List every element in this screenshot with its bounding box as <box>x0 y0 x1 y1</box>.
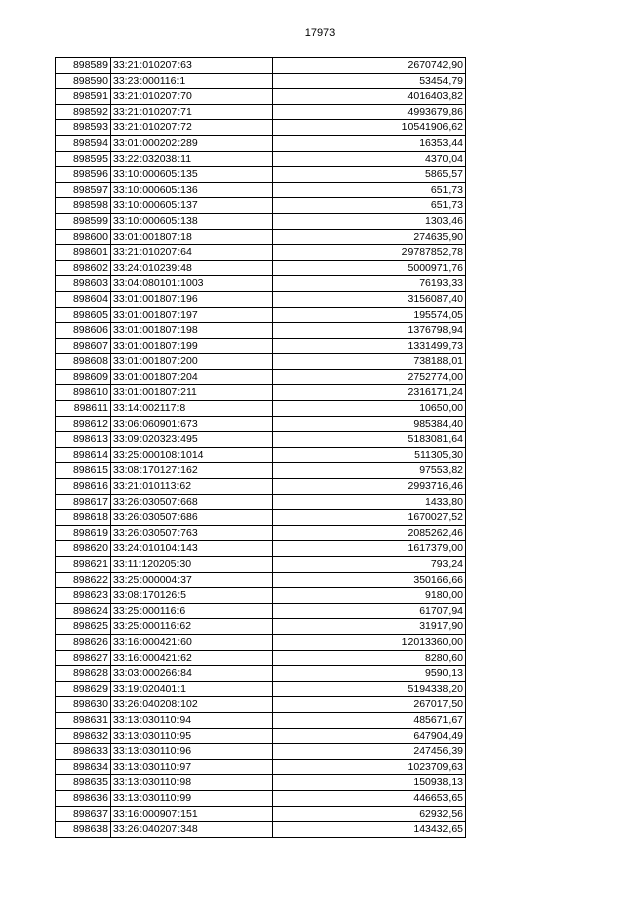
row-id-cell: 898604 <box>56 291 111 307</box>
row-id-cell: 898608 <box>56 354 111 370</box>
row-id-cell: 898612 <box>56 416 111 432</box>
value-cell: 1331499,73 <box>273 338 466 354</box>
table-row <box>56 479 466 495</box>
row-id-cell: 898622 <box>56 572 111 588</box>
table-row <box>56 634 466 650</box>
value-cell: 4370,04 <box>273 151 466 167</box>
row-id-cell: 898614 <box>56 447 111 463</box>
row-id-cell: 898630 <box>56 697 111 713</box>
cadastral-number-cell: 33:13:030110:94 <box>111 712 273 728</box>
cadastral-number-cell: 33:06:060901:673 <box>111 416 273 432</box>
table-row <box>56 401 466 417</box>
cadastral-number-cell: 33:13:030110:98 <box>111 775 273 791</box>
row-id-cell: 898629 <box>56 681 111 697</box>
value-cell: 143432,65 <box>273 822 466 838</box>
cadastral-number-cell: 33:01:001807:197 <box>111 307 273 323</box>
value-cell: 446653,65 <box>273 790 466 806</box>
table-row <box>56 416 466 432</box>
value-cell: 195574,05 <box>273 307 466 323</box>
row-id-cell: 898634 <box>56 759 111 775</box>
table-row <box>56 557 466 573</box>
value-cell: 9590,13 <box>273 666 466 682</box>
table-row <box>56 151 466 167</box>
cadastral-number-cell: 33:25:000116:6 <box>111 603 273 619</box>
value-cell: 10541906,62 <box>273 120 466 136</box>
value-cell: 5194338,20 <box>273 681 466 697</box>
value-cell: 16353,44 <box>273 135 466 151</box>
cadastral-number-cell: 33:21:010207:63 <box>111 58 273 74</box>
row-id-cell: 898619 <box>56 525 111 541</box>
cadastral-number-cell: 33:26:040208:102 <box>111 697 273 713</box>
value-cell: 738188,01 <box>273 354 466 370</box>
row-id-cell: 898589 <box>56 58 111 74</box>
value-cell: 3156087,40 <box>273 291 466 307</box>
value-cell: 651,73 <box>273 182 466 198</box>
table-row <box>56 323 466 339</box>
cadastral-number-cell: 33:25:000116:62 <box>111 619 273 635</box>
row-id-cell: 898631 <box>56 712 111 728</box>
value-cell: 31917,90 <box>273 619 466 635</box>
row-id-cell: 898618 <box>56 510 111 526</box>
row-id-cell: 898625 <box>56 619 111 635</box>
row-id-cell: 898592 <box>56 104 111 120</box>
row-id-cell: 898602 <box>56 260 111 276</box>
row-id-cell: 898632 <box>56 728 111 744</box>
table-row <box>56 603 466 619</box>
cadastral-number-cell: 33:01:001807:18 <box>111 229 273 245</box>
row-id-cell: 898607 <box>56 338 111 354</box>
row-id-cell: 898611 <box>56 401 111 417</box>
row-id-cell: 898594 <box>56 135 111 151</box>
cadastral-number-cell: 33:01:001807:204 <box>111 369 273 385</box>
table-row <box>56 775 466 791</box>
table-row <box>56 385 466 401</box>
row-id-cell: 898609 <box>56 369 111 385</box>
value-cell: 61707,94 <box>273 603 466 619</box>
table-row <box>56 229 466 245</box>
table-row <box>56 541 466 557</box>
row-id-cell: 898593 <box>56 120 111 136</box>
table-row <box>56 291 466 307</box>
value-cell: 9180,00 <box>273 588 466 604</box>
cadastral-number-cell: 33:21:010207:70 <box>111 89 273 105</box>
value-cell: 62932,56 <box>273 806 466 822</box>
table-row <box>56 790 466 806</box>
cadastral-number-cell: 33:24:010239:48 <box>111 260 273 276</box>
cadastral-number-cell: 33:03:000266:84 <box>111 666 273 682</box>
cadastral-number-cell: 33:01:001807:198 <box>111 323 273 339</box>
cadastral-number-cell: 33:01:000202:289 <box>111 135 273 151</box>
row-id-cell: 898615 <box>56 463 111 479</box>
value-cell: 2752774,00 <box>273 369 466 385</box>
cadastral-number-cell: 33:26:030507:763 <box>111 525 273 541</box>
table-row <box>56 338 466 354</box>
table-row <box>56 307 466 323</box>
cadastral-number-cell: 33:16:000907:151 <box>111 806 273 822</box>
value-cell: 647904,49 <box>273 728 466 744</box>
cadastral-number-cell: 33:13:030110:96 <box>111 744 273 760</box>
row-id-cell: 898626 <box>56 634 111 650</box>
cadastral-number-cell: 33:26:030507:668 <box>111 494 273 510</box>
cadastral-number-cell: 33:09:020323:495 <box>111 432 273 448</box>
row-id-cell: 898623 <box>56 588 111 604</box>
cadastral-number-cell: 33:21:010113:62 <box>111 479 273 495</box>
value-cell: 651,73 <box>273 198 466 214</box>
table-row <box>56 744 466 760</box>
row-id-cell: 898605 <box>56 307 111 323</box>
value-cell: 29787852,78 <box>273 245 466 261</box>
row-id-cell: 898597 <box>56 182 111 198</box>
row-id-cell: 898620 <box>56 541 111 557</box>
table-row <box>56 182 466 198</box>
value-cell: 350166,66 <box>273 572 466 588</box>
cadastral-number-cell: 33:01:001807:196 <box>111 291 273 307</box>
value-cell: 12013360,00 <box>273 634 466 650</box>
table-row <box>56 822 466 838</box>
row-id-cell: 898610 <box>56 385 111 401</box>
value-cell: 1023709,63 <box>273 759 466 775</box>
table-row <box>56 213 466 229</box>
value-cell: 5865,57 <box>273 167 466 183</box>
cadastral-number-cell: 33:26:040207:348 <box>111 822 273 838</box>
cadastral-number-cell: 33:11:120205:30 <box>111 557 273 573</box>
cadastral-number-cell: 33:21:010207:72 <box>111 120 273 136</box>
cadastral-number-cell: 33:01:001807:200 <box>111 354 273 370</box>
table-row <box>56 354 466 370</box>
cadastral-number-cell: 33:13:030110:97 <box>111 759 273 775</box>
value-cell: 1303,46 <box>273 213 466 229</box>
value-cell: 1433,80 <box>273 494 466 510</box>
value-cell: 274635,90 <box>273 229 466 245</box>
value-cell: 511305,30 <box>273 447 466 463</box>
table-row <box>56 432 466 448</box>
row-id-cell: 898617 <box>56 494 111 510</box>
value-cell: 485671,67 <box>273 712 466 728</box>
cadastral-number-cell: 33:21:010207:64 <box>111 245 273 261</box>
cadastral-number-cell: 33:16:000421:60 <box>111 634 273 650</box>
row-id-cell: 898590 <box>56 73 111 89</box>
value-cell: 1376798,94 <box>273 323 466 339</box>
row-id-cell: 898621 <box>56 557 111 573</box>
value-cell: 247456,39 <box>273 744 466 760</box>
table-row <box>56 369 466 385</box>
value-cell: 150938,13 <box>273 775 466 791</box>
cadastral-number-cell: 33:13:030110:95 <box>111 728 273 744</box>
row-id-cell: 898637 <box>56 806 111 822</box>
table-row <box>56 759 466 775</box>
cadastral-number-cell: 33:25:000004:37 <box>111 572 273 588</box>
row-id-cell: 898603 <box>56 276 111 292</box>
cadastral-number-cell: 33:08:170126:5 <box>111 588 273 604</box>
table-row <box>56 135 466 151</box>
cadastral-number-cell: 33:14:002117:8 <box>111 401 273 417</box>
value-cell: 76193,33 <box>273 276 466 292</box>
row-id-cell: 898638 <box>56 822 111 838</box>
value-cell: 53454,79 <box>273 73 466 89</box>
cadastral-number-cell: 33:22:032038:11 <box>111 151 273 167</box>
value-cell: 4993679,86 <box>273 104 466 120</box>
cadastral-number-cell: 33:25:000108:1014 <box>111 447 273 463</box>
table-row <box>56 712 466 728</box>
value-cell: 793,24 <box>273 557 466 573</box>
table-row <box>56 120 466 136</box>
row-id-cell: 898633 <box>56 744 111 760</box>
value-cell: 2670742,90 <box>273 58 466 74</box>
table-row <box>56 572 466 588</box>
cadastral-number-cell: 33:19:020401:1 <box>111 681 273 697</box>
data-table <box>55 57 466 838</box>
value-cell: 5000971,76 <box>273 260 466 276</box>
cadastral-number-cell: 33:23:000116:1 <box>111 73 273 89</box>
row-id-cell: 898591 <box>56 89 111 105</box>
table-row <box>56 588 466 604</box>
row-id-cell: 898613 <box>56 432 111 448</box>
row-id-cell: 898595 <box>56 151 111 167</box>
value-cell: 2993716,46 <box>273 479 466 495</box>
value-cell: 10650,00 <box>273 401 466 417</box>
cadastral-number-cell: 33:04:080101:1003 <box>111 276 273 292</box>
row-id-cell: 898616 <box>56 479 111 495</box>
table-row <box>56 245 466 261</box>
cadastral-number-cell: 33:21:010207:71 <box>111 104 273 120</box>
value-cell: 97553,82 <box>273 463 466 479</box>
row-id-cell: 898635 <box>56 775 111 791</box>
table-row <box>56 89 466 105</box>
row-id-cell: 898628 <box>56 666 111 682</box>
table-row <box>56 447 466 463</box>
row-id-cell: 898600 <box>56 229 111 245</box>
value-cell: 2085262,46 <box>273 525 466 541</box>
value-cell: 267017,50 <box>273 697 466 713</box>
cadastral-number-cell: 33:26:030507:686 <box>111 510 273 526</box>
cadastral-number-cell: 33:08:170127:162 <box>111 463 273 479</box>
table-row <box>56 525 466 541</box>
row-id-cell: 898624 <box>56 603 111 619</box>
table-row <box>56 58 466 74</box>
table-row <box>56 104 466 120</box>
cadastral-number-cell: 33:01:001807:211 <box>111 385 273 401</box>
table-row <box>56 510 466 526</box>
value-cell: 4016403,82 <box>273 89 466 105</box>
table-row <box>56 728 466 744</box>
row-id-cell: 898627 <box>56 650 111 666</box>
table-row <box>56 260 466 276</box>
table-row <box>56 666 466 682</box>
row-id-cell: 898598 <box>56 198 111 214</box>
table-row <box>56 697 466 713</box>
table-row <box>56 619 466 635</box>
row-id-cell: 898599 <box>56 213 111 229</box>
page-number: 17973 <box>304 27 336 39</box>
row-id-cell: 898601 <box>56 245 111 261</box>
value-cell: 5183081,64 <box>273 432 466 448</box>
value-cell: 2316171,24 <box>273 385 466 401</box>
cadastral-number-cell: 33:10:000605:138 <box>111 213 273 229</box>
cadastral-number-cell: 33:10:000605:137 <box>111 198 273 214</box>
table-row <box>56 276 466 292</box>
row-id-cell: 898606 <box>56 323 111 339</box>
table-body <box>56 58 466 838</box>
value-cell: 985384,40 <box>273 416 466 432</box>
table-row <box>56 806 466 822</box>
table-row <box>56 73 466 89</box>
cadastral-number-cell: 33:13:030110:99 <box>111 790 273 806</box>
row-id-cell: 898636 <box>56 790 111 806</box>
table-row <box>56 198 466 214</box>
cadastral-number-cell: 33:10:000605:135 <box>111 167 273 183</box>
table-row <box>56 494 466 510</box>
table-row <box>56 463 466 479</box>
cadastral-number-cell: 33:24:010104:143 <box>111 541 273 557</box>
cadastral-number-cell: 33:01:001807:199 <box>111 338 273 354</box>
value-cell: 1670027,52 <box>273 510 466 526</box>
value-cell: 1617379,00 <box>273 541 466 557</box>
value-cell: 8280,60 <box>273 650 466 666</box>
row-id-cell: 898596 <box>56 167 111 183</box>
cadastral-number-cell: 33:10:000605:136 <box>111 182 273 198</box>
cadastral-number-cell: 33:16:000421:62 <box>111 650 273 666</box>
table-row <box>56 650 466 666</box>
table-row <box>56 681 466 697</box>
table-row <box>56 167 466 183</box>
